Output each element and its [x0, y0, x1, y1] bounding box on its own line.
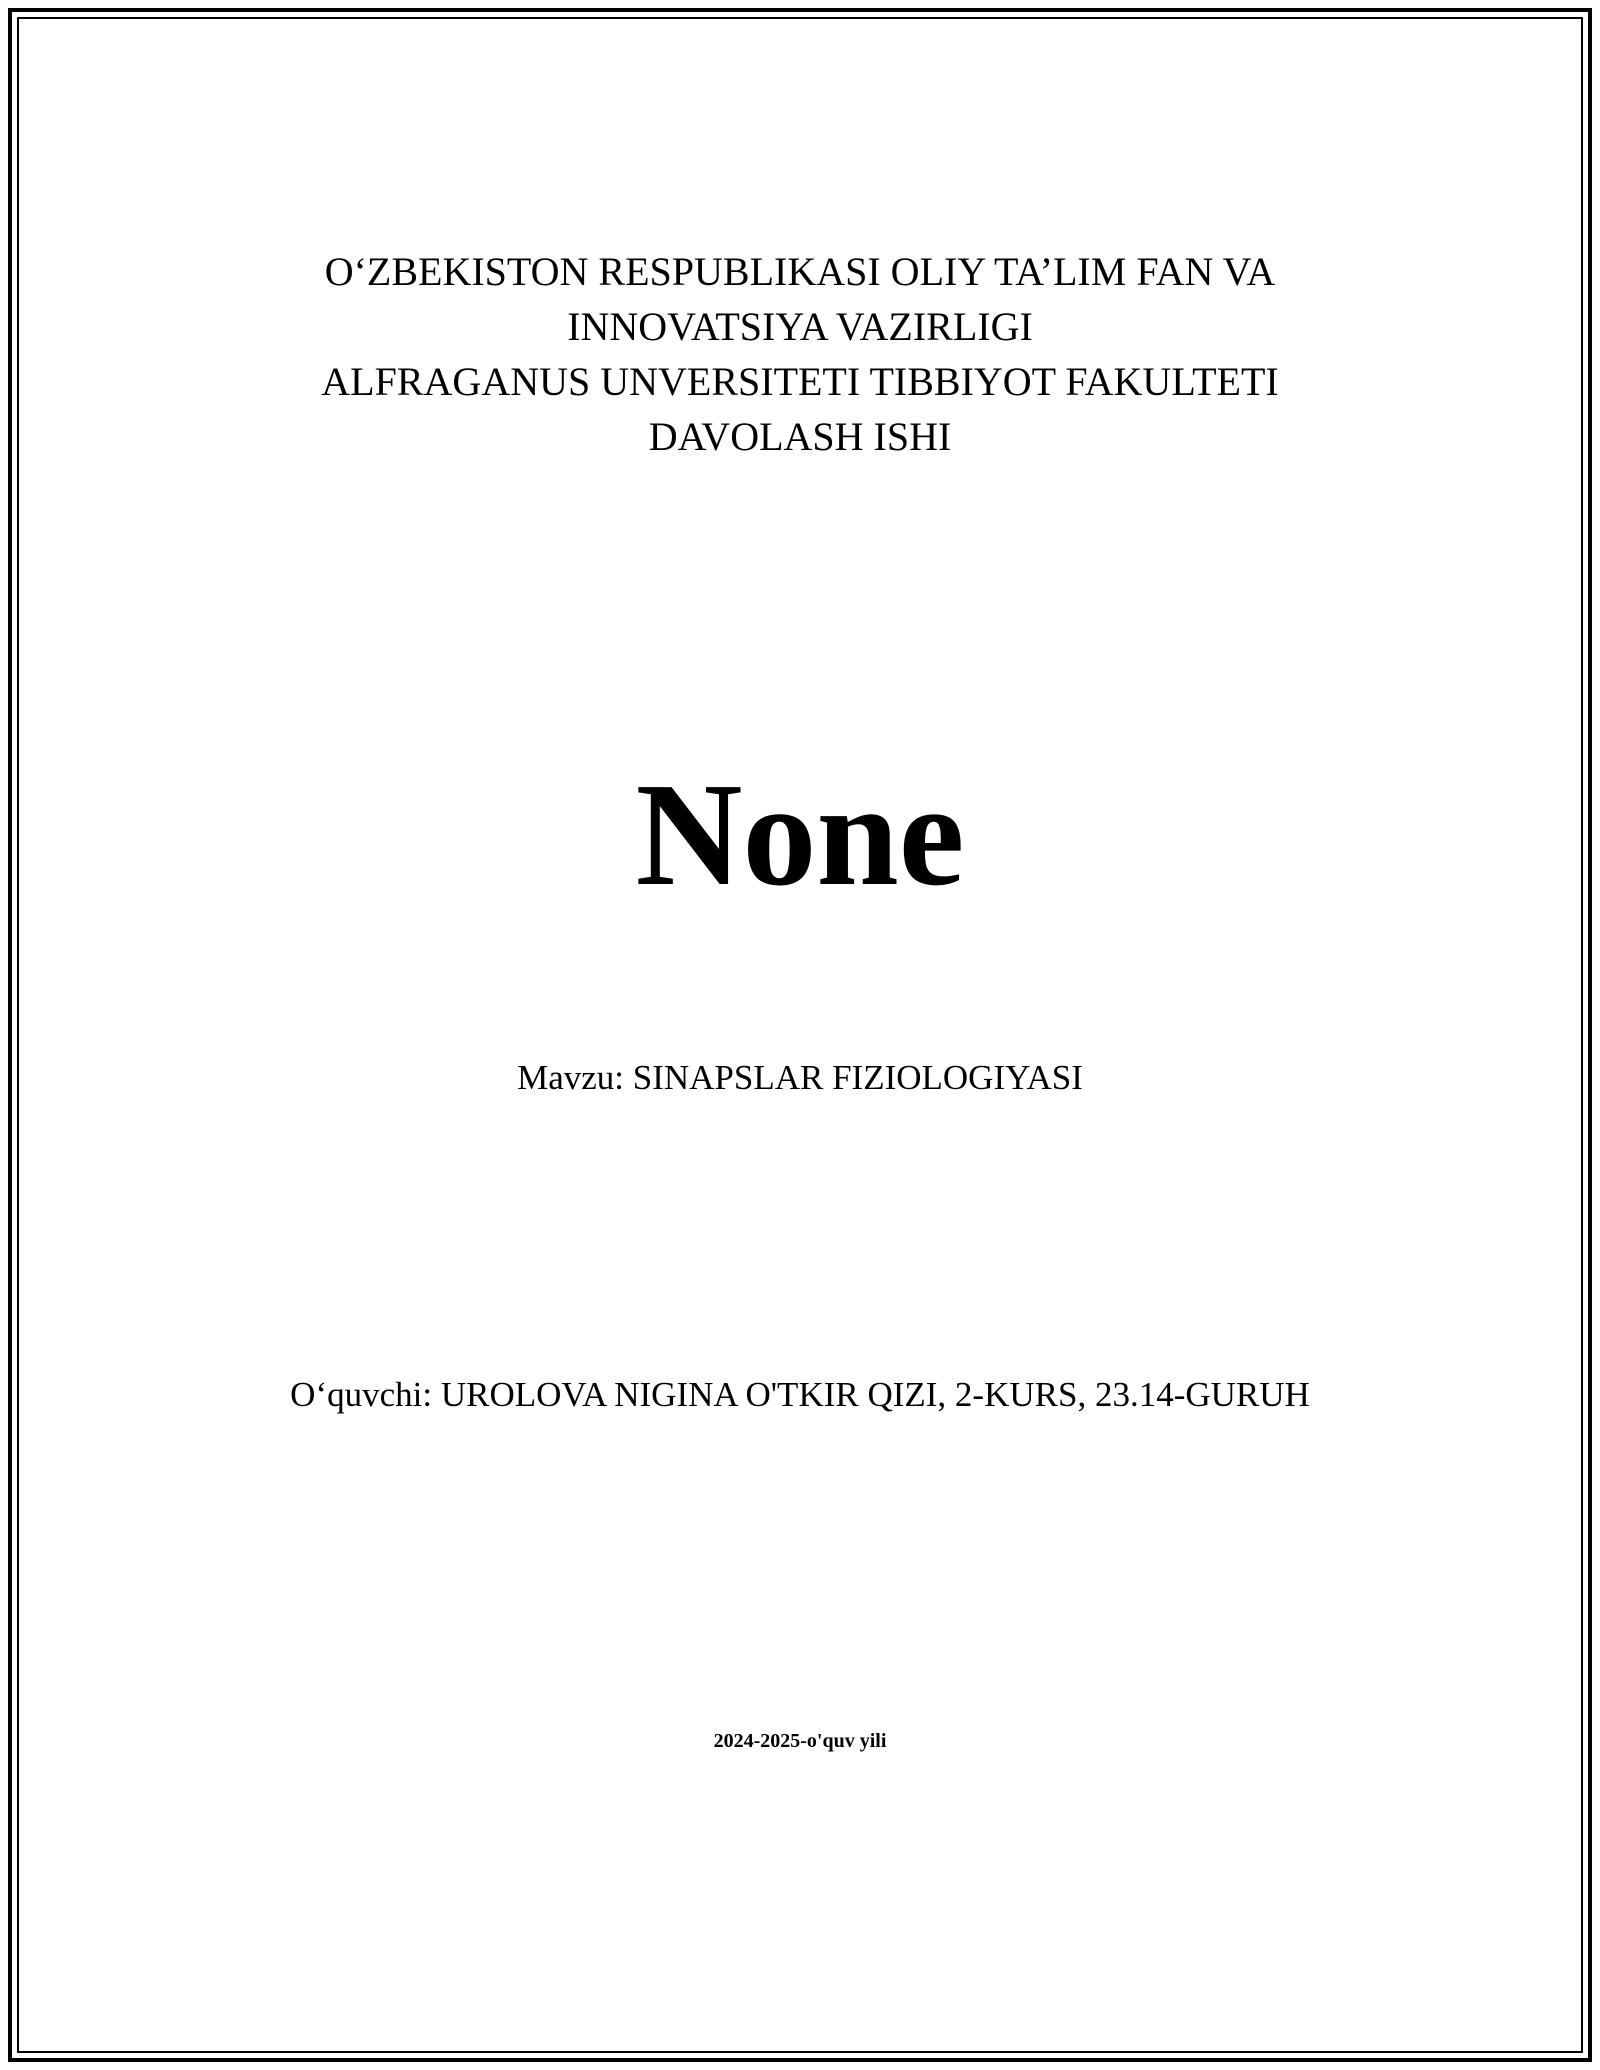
student-line: O‘quvchi: UROLOVA NIGINA O'TKIR QIZI, 2-KURS, 23.14-GURUH — [290, 1375, 1310, 1414]
header-line-ministry-1: O‘ZBEKISTON RESPUBLIKASI OLIY TA’LIM FAN VA — [324, 249, 1276, 294]
header-line-ministry-2: INNOVATSIYA VAZIRLIGI — [567, 304, 1033, 349]
document-title: None — [635, 753, 965, 917]
institution-header — [200, 244, 1400, 464]
academic-year: 2024-2025-o'quv yili — [713, 1730, 887, 1752]
header-line-university: ALFRAGANUS UNVERSITETI TIBBIYOT FAKULTETI — [321, 359, 1279, 404]
topic-line: Mavzu: SINAPSLAR FIZIOLOGIYASI — [517, 1058, 1083, 1097]
header-line-department: DAVOLASH ISHI — [648, 414, 952, 459]
